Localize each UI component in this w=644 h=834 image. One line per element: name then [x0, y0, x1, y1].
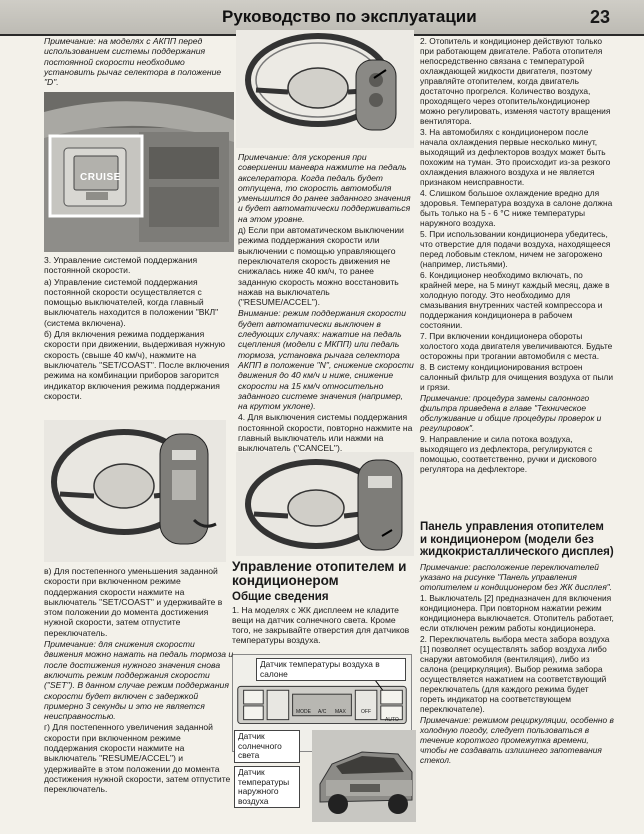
note-filter: Примечание: процедура замены салонного фильтра приведена в главе "Техническое обслуживание и общие процедуры проверок и регулировок".	[420, 393, 602, 433]
cruise-dashboard-photo	[44, 92, 234, 252]
panel-button-mode: MODE	[296, 709, 311, 715]
right-column	[420, 36, 614, 475]
cruise-para-4: 4. Для выключения системы поддержания постоянной скорости, повторно нажмите на главный выключатель или нажми на выключатель ("CANCEL").	[238, 412, 413, 454]
note-acceleration: Примечание: для ускорения при совершении маневра нажмите на педаль акселератора. Когда педаль будет отпущена, то скорость автомобиля уменьшится до ранее заданного значения и будет автоматически поддерживаться на этом уровне.	[238, 152, 411, 224]
cruise-control-heading: 3. Управление системой поддержания постоянной скорости.	[44, 255, 198, 276]
cruise-para-b: б) Для включения режима поддержания скорости при движении, выдерживая нужную скорость (свыше 40 км/ч), нажмите на выключатель "SET/COAST". После включения режима на комбинации приборов загорится индикатор включения режима поддержания скорости.	[44, 329, 230, 401]
car-sensors-photo	[312, 730, 416, 822]
heater-para-3: 3. На автомобилях с кондиционером после начала охлаждения первые несколько минут, выходящий из дефлекторов воздух может быть похожим на туман. Это происходит из-за резкого охлаждения влажного воздуха и не является признаком неисправности.	[420, 127, 611, 187]
steering-wheel-figure-2	[44, 420, 226, 562]
note-recirculation: Примечание: режимом рециркуляции, особенно в холодную погоду, следует пользоваться в течение короткого промежутка времени, чтобы не создавать излишнего запотевания стекол.	[420, 714, 614, 765]
cruise-para-v: в) Для постепенного уменьшения заданной скорости при включенном режиме поддержания скорости нажмите на выключатель "SET/COAST" и удерживайте в этом положении до момента достижения нужной скорости, затем отпустите переключатель.	[44, 566, 223, 638]
panel-sensor-caption: Датчик температуры воздуха в салоне	[256, 658, 406, 681]
ambient-sensor-caption: Датчик температуры наружного воздуха	[234, 766, 300, 808]
panel-button-auto: AUTO	[385, 717, 399, 723]
steering-wheel-figure-3	[236, 452, 414, 556]
panel-button-off: OFF	[361, 709, 371, 715]
cruise-para-g: г) Для постепенного увеличения заданной скорости при включенном режиме поддержания скорости нажмите на выключатель "RESUME/ACCEL") и удерживайте в этом положении до момента достижения нужной скорости, затем отпустите переключатель.	[44, 722, 231, 795]
left-column-bottom	[44, 566, 234, 796]
left-column	[44, 255, 234, 402]
cruise-para-a: а) Управление системой поддержания постоянной скорости осуществляется с помощью выключателей, когда главный выключатель находится в положении "ВКЛ" (система включена).	[44, 276, 219, 328]
heater-para-8: 8. В систему кондиционирования встроен салонный фильтр для очищения воздуха от пыли и грязи.	[420, 362, 613, 392]
heater-para-2: 2. Отопитель и кондиционер действуют только при работающем двигателе. Работа отопителя непосредственно связана с температурой охлаждающей жидкости двигателя, поэтому управляйте отопителем, когда двигатель достаточно прогрелся. Количество воздуха, проходящего через отопитель/кондиционер можно регулировать, изменяя частоту вращения вентилятора.	[420, 36, 611, 126]
heater-para-1: 1. На моделях с ЖК дисплеем не кладите вещи на датчик солнечного света. Кроме того, не закрывайте отверстия для датчиков температуры воздуха.	[232, 604, 410, 646]
middle-column	[238, 152, 414, 455]
page-number: 23	[590, 7, 611, 27]
panel-button-max: MAX	[335, 709, 346, 715]
sun-sensor-caption: Датчик солнечного света	[234, 730, 300, 763]
left-column-top	[44, 36, 234, 88]
steering-wheel-figure-1	[236, 30, 414, 148]
note-akpp: Примечание: на моделях с АКПП перед использованием системы поддержания постоянной скорости необходимо установить рычаг селектора в положение "D".	[44, 36, 222, 88]
note-braking: Примечание: для снижения скорости движения можно нажать на педаль тормоза и после достижения нужного значения снова включить режим поддержания скорости ("SET"). В данном случае режим поддержания скорости будет включен с задержкой примерно 3 секунды и это не является неисправностью.	[44, 639, 234, 722]
control-panel-title: Панель управления отопителем и кондиционером (модели без жидкокристаллического дисплея)	[420, 521, 614, 558]
panel-para-2: 2. Переключатель выбора места забора воздуха [1] позволяет осуществлять забор воздуха либо снаружи автомобиля (вентиляция), либо из салона (рециркуляция). Выбор режима забора осуществляется нажатием на соответствующий переключатель (для каждого режима будет гореть индикатор на соответствующем переключателе).	[420, 633, 610, 714]
panel-para-1: 1. Выключатель [2] предназначен для включения кондиционера. При повторном нажатии режим кондиционера выключается. Отопитель работает, если отключен режим работы кондиционера.	[420, 592, 614, 633]
heater-para-4: 4. Слишком большое охлаждение вредно для здоровья. Температура воздуха в салоне должна быть только на 5 - 6 °С ниже температуры наружного воздуха.	[420, 188, 613, 228]
middle-column-section	[232, 560, 416, 647]
heater-section-title: Управление отопителем и кондиционером	[232, 559, 407, 588]
heater-para-6: 6. Кондиционер необходимо включать, по крайней мере, на 5 минут каждый месяц, даже в холодную погоду. Это необходимо для смазывания внутренних частей компрессора и поддержания кондиционера в рабочем состоянии.	[420, 270, 610, 330]
note-switch-location: Примечание: расположение переключателей указано на рисунке "Панель управления отопителем и кондиционером без ЖК дисплея".	[420, 561, 613, 592]
heater-para-7: 7. При включении кондиционера обороты холостого хода двигателя увеличиваются. Будьте осторожны при трогании автомобиля с места.	[420, 331, 613, 361]
right-column-section	[420, 521, 614, 766]
page-title: Руководство по эксплуатации	[222, 7, 477, 26]
warning-auto-off: Внимание: режим поддержания скорости будет автоматически выключен в следующих случаях: нажатие на педаль сцепления (модели с МКПП) или педаль тормоза, установка рычага селектора АКПП в положение "N", снижение скорости движения до 40 км/ч и ниже, снижение скорости на 15 км/ч относительно заданного системе значения (например, на крутом уклоне).	[238, 308, 414, 412]
cruise-button-label: CRUISE	[80, 172, 121, 183]
panel-button-ac: A/C	[318, 709, 327, 715]
general-info-subtitle: Общие сведения	[232, 591, 329, 603]
heater-para-9: 9. Направление и сила потока воздуха, выходящего из дефлектора, регулируются с помощью, соответственно, ручки и дискового регулятора на дефлекторе.	[420, 434, 597, 474]
heater-para-5: 5. При использовании кондиционера убедитесь, что отверстие для подачи воздуха, находящееся перед лобовым стеклом, ничем не загорожено (например, листьями).	[420, 229, 611, 269]
cruise-para-d: д) Если при автоматическом выключении режима поддержания скорости или выключении с помощью управляющего переключателя скорость движения не снижалась ниже 40 км/ч, то ранее заданную скорость можно восстановить нажав на выключатель ("RESUME/ACCEL").	[238, 225, 404, 308]
